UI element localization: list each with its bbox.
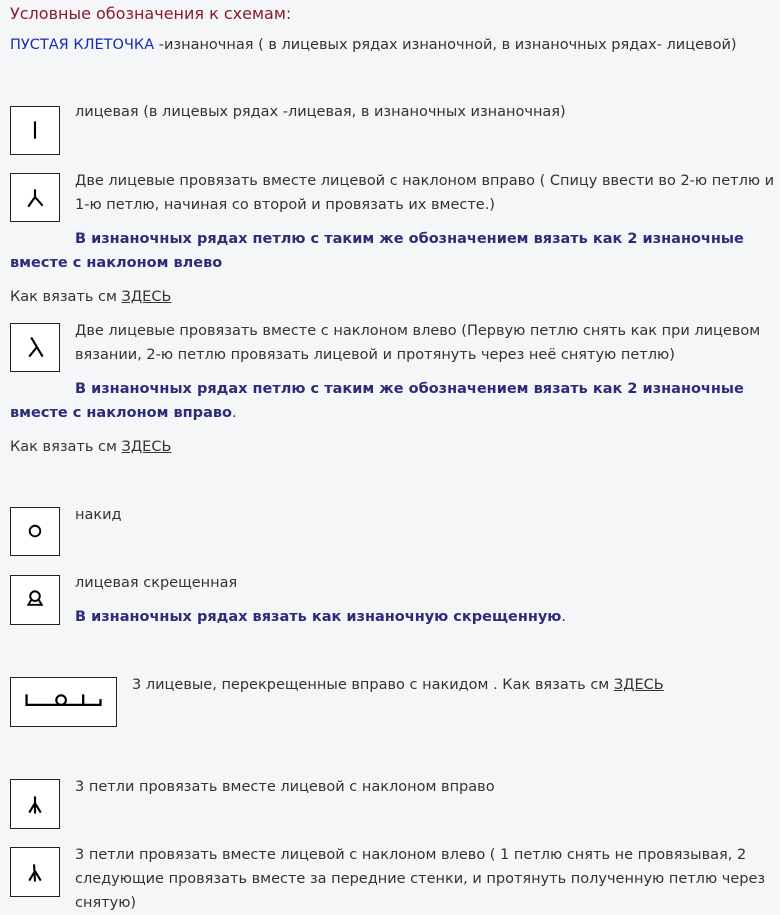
three-cross-symbol-box	[10, 677, 117, 727]
k2tog-left-wrong-side-2	[10, 401, 237, 425]
three-cross-desc	[132, 673, 664, 697]
twisted-wrong-side-text: В изнаночных рядах вязать как изнаночную скрещенную	[75, 609, 562, 625]
k2tog-right-symbol-box	[10, 173, 60, 222]
k2tog-left-period: .	[232, 405, 237, 421]
twisted-symbol-box	[10, 575, 60, 625]
howto-link[interactable]: ЗДЕСЬ	[121, 289, 172, 305]
k2tog-right-desc-1: Две лицевые провязать вместе лицевой с наклоном вправо ( Спицу ввести во 2-ю петлю и	[75, 173, 775, 189]
k2tog-left-wrong-side-2-text: вместе с наклоном вправо	[10, 405, 232, 421]
k3tog-left-desc-3: снятую)	[75, 895, 137, 911]
howto-link[interactable]: ЗДЕСЬ	[121, 439, 172, 455]
circle-icon	[11, 508, 59, 555]
yarn-over-symbol-box	[10, 507, 60, 556]
k3tog-right-desc: 3 петли провязать вместе лицевой с наклоном вправо	[75, 779, 495, 795]
k2tog-left-howto	[10, 435, 171, 459]
k3tog-left-desc-1: 3 петли провязать вместе лицевой с наклоном влево ( 1 петлю снять не провязывая, 2	[75, 847, 747, 863]
k2tog-left-symbol-box	[10, 323, 60, 372]
k2tog-right-desc-2: 1-ю петлю, начиная со второй и провязать их вместе.)	[75, 197, 495, 213]
three-cross-icon	[11, 678, 116, 726]
twisted-stitch-icon	[11, 576, 59, 624]
vertical-line-icon	[11, 107, 59, 154]
k2tog-right-wrong-side-2: вместе с наклоном влево	[10, 255, 223, 271]
k3tog-right-symbol-box	[10, 779, 60, 829]
k2tog-left-desc-2: вязании, 2-ю петлю провязать лицевой и протянуть через неё снятую петлю)	[75, 347, 675, 363]
k3tog-left-desc-2: следующие провязать вместе за передние стенки, и протянуть полученную петлю через	[75, 871, 766, 887]
k2tog-left-desc-1: Две лицевые провязать вместе с наклоном влево (Первую петлю снять как при лицевом	[75, 323, 761, 339]
k2tog-right-wrong-side-1: В изнаночных рядах петлю с таким же обозначением вязать как 2 изнаночные	[75, 231, 744, 247]
empty-cell-label: ПУСТАЯ КЛЕТОЧКА	[10, 37, 155, 53]
twisted-period: .	[561, 609, 567, 625]
k2tog-left-icon	[11, 324, 59, 371]
k3tog-right-icon	[11, 780, 59, 828]
k3tog-left-symbol-box	[10, 847, 60, 897]
empty-cell-legend	[10, 33, 737, 57]
knit-symbol-box	[10, 106, 60, 155]
howto-prefix: Как вязать см	[10, 439, 122, 455]
k3tog-left-icon	[11, 848, 59, 896]
k2tog-left-wrong-side-1: В изнаночных рядах петлю с таким же обозначением вязать как 2 изнаночные	[75, 381, 744, 397]
k2tog-right-icon	[11, 174, 59, 221]
empty-cell-desc: -изнаночная ( в лицевых рядах изнаночной, в изнаночных рядах- лицевой)	[154, 37, 737, 53]
howto-prefix: Как вязать см	[10, 289, 122, 305]
yarn-over-desc: накид	[75, 507, 122, 523]
twisted-desc: лицевая скрещенная	[75, 575, 238, 591]
three-cross-text: 3 лицевые, перекрещенные вправо с накидом . Как вязать см	[132, 677, 614, 693]
howto-link[interactable]: ЗДЕСЬ	[613, 677, 664, 693]
knit-desc: лицевая (в лицевых рядах -лицевая, в изнаночных изнаночная)	[75, 104, 566, 120]
k2tog-right-howto	[10, 285, 171, 309]
twisted-wrong-side	[75, 605, 566, 629]
page-title: Условные обозначения к схемам:	[10, 4, 292, 23]
